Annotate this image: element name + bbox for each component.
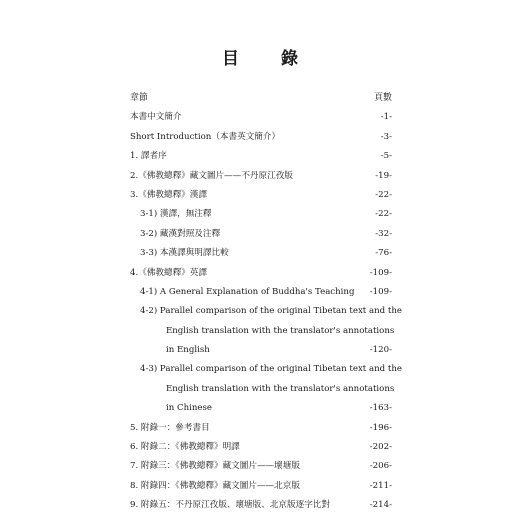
toc-entry[interactable] <box>130 167 392 186</box>
toc-entry-label: 6. 附錄二：《佛教總釋》明譯 <box>130 442 240 453</box>
toc-entry-page: -196- <box>369 422 392 433</box>
toc-entry-page: -22- <box>375 209 392 220</box>
toc-entry-label: 3-1) 漢譯，無注釋 <box>140 209 212 220</box>
page-column-header: 頁數 <box>373 93 392 103</box>
toc-entry-label: in English <box>166 345 210 356</box>
toc-entry-label: 7. 附錄三：《佛教總釋》藏文圖片——壞塘版 <box>130 461 300 472</box>
toc-subentry[interactable] <box>130 302 402 321</box>
toc-entry-page: -109- <box>369 286 392 297</box>
toc-entry-label: English translation with the translator's annotations <box>166 383 395 394</box>
toc-entry[interactable] <box>130 419 392 438</box>
toc-header <box>130 89 392 108</box>
toc-entry-page: -1- <box>380 112 392 123</box>
toc-entry-page: -202- <box>369 442 392 453</box>
toc-entry-page: -76- <box>375 248 392 259</box>
toc-subentry[interactable] <box>130 205 392 224</box>
toc-entry-label: in Chinese <box>166 403 212 414</box>
toc-entry-page: -32- <box>375 228 392 239</box>
toc-subentry[interactable] <box>130 360 402 379</box>
toc-entry-label: 5. 附錄一：參考書目 <box>130 422 210 433</box>
toc-entry-label: 4-3) Parallel comparison of the original Tibetan text and the <box>140 364 402 375</box>
toc-entry[interactable] <box>130 108 392 127</box>
toc-subentry-continuation <box>130 322 395 341</box>
toc-entry-label: 本書中文簡介 <box>130 112 182 123</box>
toc-entry-label: 4-2) Parallel comparison of the original Tibetan text and the <box>140 306 402 317</box>
toc-entry-page: -214- <box>369 500 392 511</box>
toc-entry-label: 4-1) A General Explanation of Buddha's Teaching <box>140 286 355 297</box>
toc-entry-page: -206- <box>369 461 392 472</box>
toc-entry-label: English translation with the translator's annotations <box>166 325 395 336</box>
toc-entry-label: 1. 譯者序 <box>130 151 167 162</box>
toc-subentry[interactable] <box>130 283 392 302</box>
table-of-contents <box>130 89 402 516</box>
toc-entry[interactable] <box>130 147 392 166</box>
toc-entry[interactable] <box>130 128 392 147</box>
chapter-column-header: 章節 <box>130 93 149 103</box>
toc-entry-label: 2.《佛教總釋》藏文圖片——不丹原江孜版 <box>130 170 293 181</box>
toc-entry[interactable] <box>130 477 392 496</box>
toc-entry-label: 3.《佛教總釋》漢譯 <box>130 189 207 200</box>
toc-entry-page: -109- <box>369 267 392 278</box>
toc-entry[interactable] <box>130 186 392 205</box>
toc-subentry-continuation <box>130 341 392 360</box>
toc-entry-page: -19- <box>375 170 392 181</box>
toc-entry[interactable] <box>130 264 392 283</box>
toc-subentry[interactable] <box>130 225 392 244</box>
toc-entry-page: -22- <box>375 189 392 200</box>
toc-entry[interactable] <box>130 438 392 457</box>
toc-entry-label: 3-3) 本漢譯與明譯比較 <box>140 248 229 259</box>
toc-entry[interactable] <box>130 496 392 515</box>
toc-entry-page: -5- <box>380 151 392 162</box>
toc-entry-label: 3-2) 藏漢對照及注釋 <box>140 228 221 239</box>
toc-subentry-continuation <box>130 380 395 399</box>
toc-entry-label: 8. 附錄四：《佛教總釋》藏文圖片——北京版 <box>130 480 300 491</box>
toc-entry-page: -163- <box>369 403 392 414</box>
toc-entry[interactable] <box>130 457 392 476</box>
toc-entry-label: 9. 附錄五：不丹原江孜版、壞塘版、北京版逐字比對 <box>130 500 330 511</box>
toc-entry-page: -3- <box>380 131 392 142</box>
toc-subentry[interactable] <box>130 244 392 263</box>
toc-entry-page: -211- <box>369 480 392 491</box>
page-title: 目 錄 <box>222 49 316 69</box>
toc-entry-label: 4.《佛教總釋》英譯 <box>130 267 207 278</box>
toc-entry-page: -120- <box>369 345 392 356</box>
toc-entry-label: Short Introduction（本書英文簡介） <box>130 131 281 142</box>
toc-subentry-continuation <box>130 399 392 418</box>
